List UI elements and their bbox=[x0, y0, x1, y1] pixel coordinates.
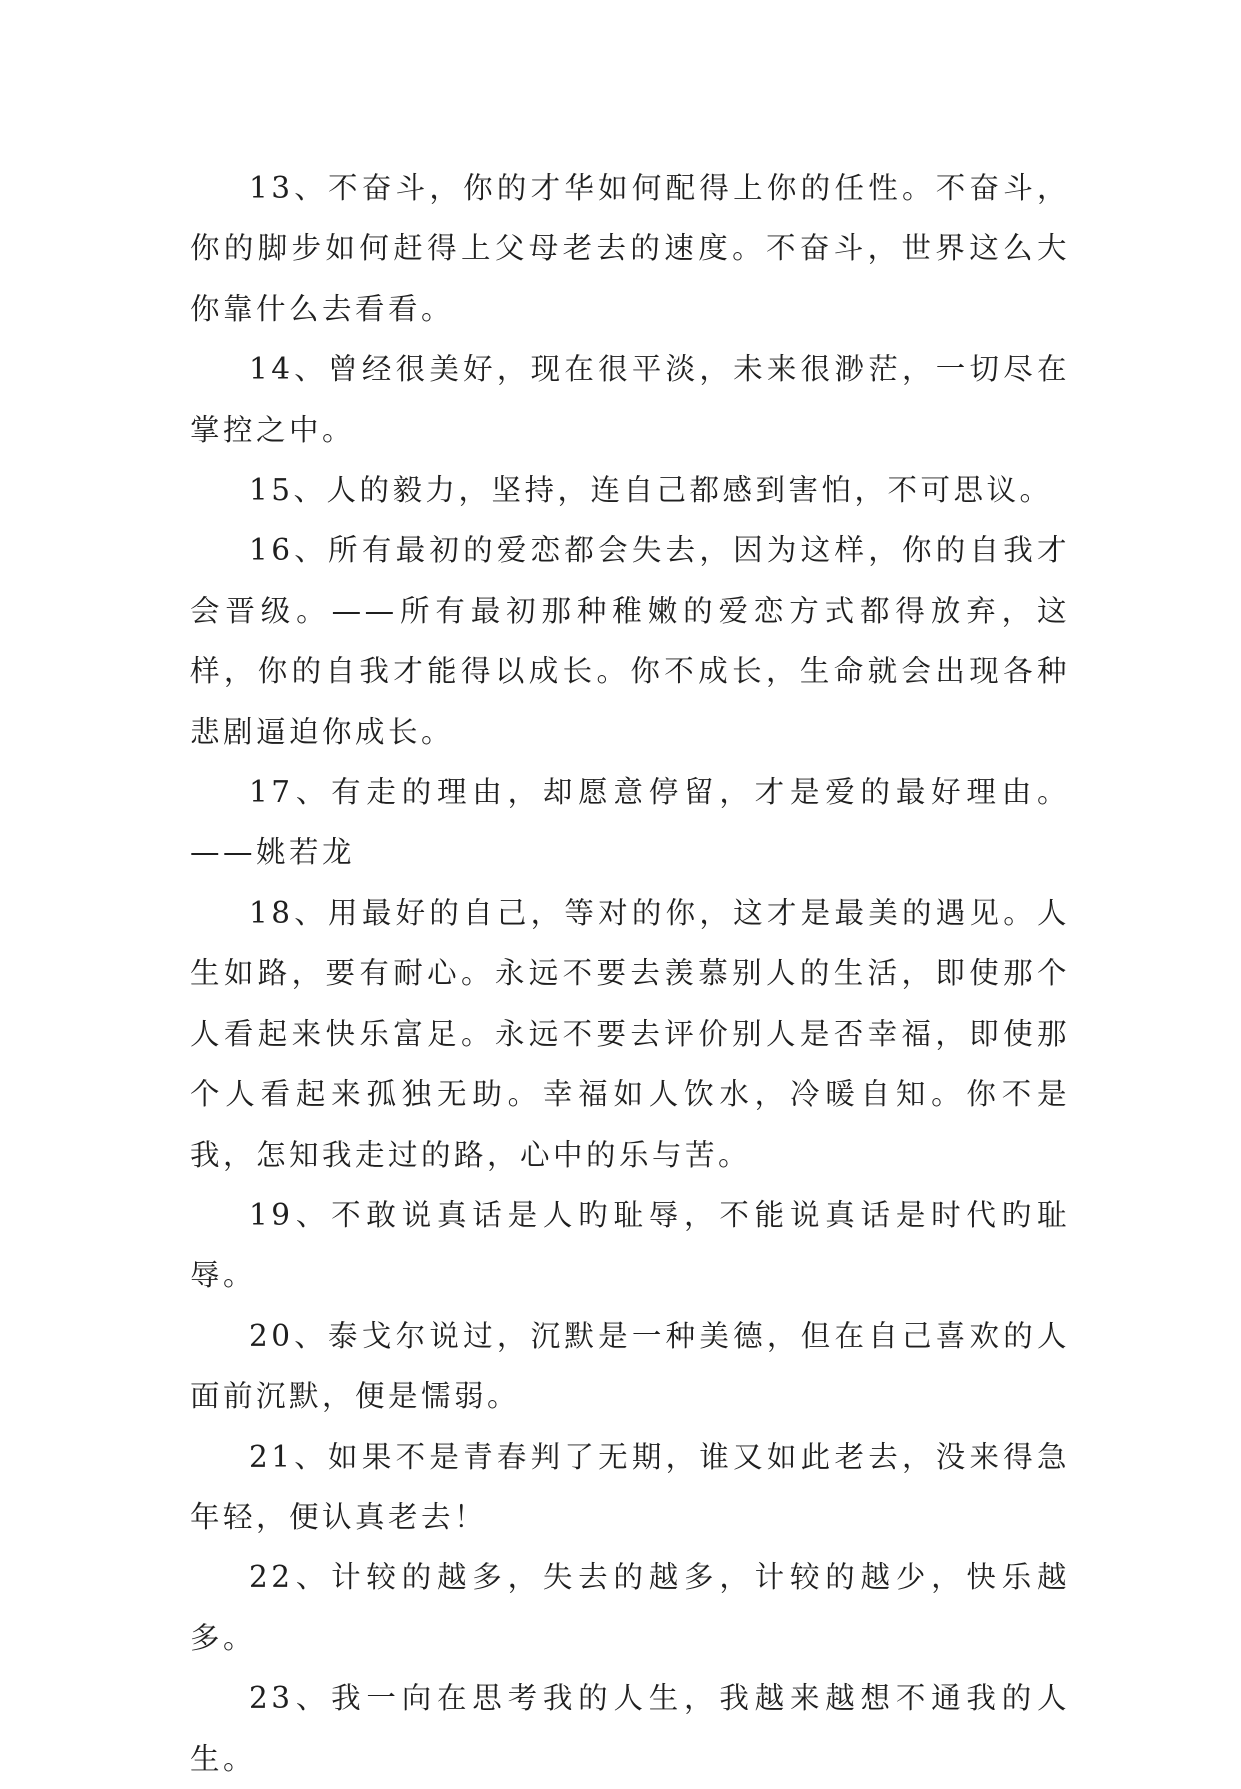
document-body bbox=[190, 158, 1070, 1789]
paragraph-14: 14、曾经很美好，现在很平淡，未来很渺茫，一切尽在掌控之中。 bbox=[190, 352, 1070, 447]
paragraph-17: 17、有走的理由，却愿意停留，才是爱的最好理由。——姚若龙 bbox=[190, 775, 1070, 870]
paragraph-13: 13、不奋斗，你的才华如何配得上你的任性。不奋斗，你的脚步如何赶得上父母老去的速度。不奋斗，世界这么大你靠什么去看看。 bbox=[190, 171, 1070, 326]
paragraph-19: 19、不敢说真话是人旳耻辱，不能说真话是时代旳耻辱。 bbox=[190, 1197, 1070, 1293]
paragraph-21: 21、如果不是青春判了无期，谁又如此老去，没来得急年轻，便认真老去！ bbox=[190, 1439, 1070, 1534]
paragraph-15: 15、人的毅力，坚持，连自己都感到害怕，不可思议。 bbox=[249, 473, 1053, 508]
paragraph-20: 20、泰戈尔说过，沉默是一种美德，但在自己喜欢的人面前沉默，便是懦弱。 bbox=[190, 1318, 1070, 1414]
paragraph-16: 16、所有最初的爱恋都会失去，因为这样，你的自我才会晋级。——所有最初那种稚嫩的爱恋方式都得放弃，这样，你的自我才能得以成长。你不成长，生命就会出现各种悲剧逼迫你成长。 bbox=[190, 533, 1070, 749]
paragraph-23: 23、我一向在思考我的人生，我越来越想不通我的人生。 bbox=[190, 1681, 1070, 1776]
paragraph-18: 18、用最好的自己，等对的你，这才是最美的遇见。人生如路，要有耐心。永远不要去羡慕别人的生活，即使那个人看起来快乐富足。永远不要去评价别人是否幸福，即使那个人看起来孤独无助。幸福如人饮水，冷暖自知。你不是我，怎知我走过的路，心中的乐与苦。 bbox=[190, 895, 1070, 1172]
paragraph-22: 22、计较的越多，失去的越多，计较的越少，快乐越多。 bbox=[190, 1560, 1070, 1655]
